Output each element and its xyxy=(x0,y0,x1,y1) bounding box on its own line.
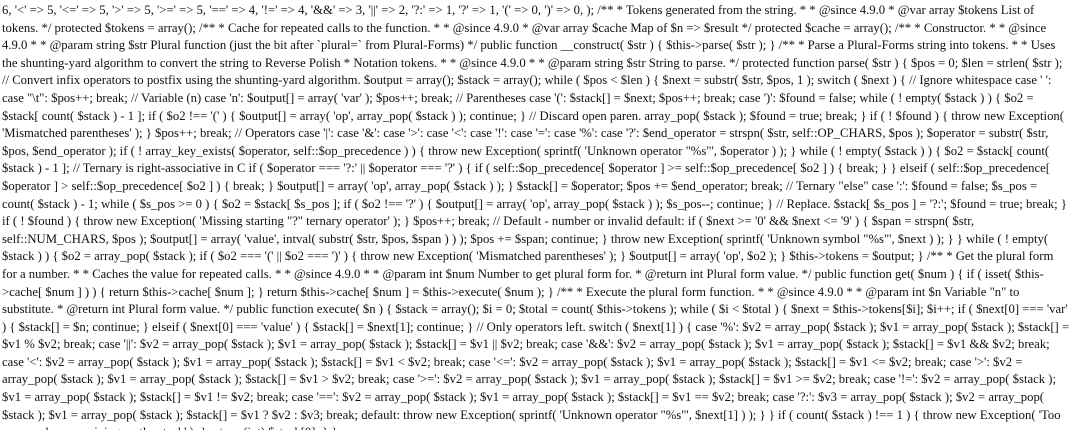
raw-source-text: 6, '<' => 5, '<=' => 5, '>' => 5, '>=' => 5, '==' => 4, '!=' => 4, '&&' => 3, '||' => 2, '?:' => 1, '?' => 1, '(' => 0, ')' => 0, ); /** * Tokens generated from the string. * * @since 4.9.0 * @var array $tokens List of tokens. */ protected $tokens = array(); /** * Cache for repeated calls to the function. * * @since 4.9.0 * @var array $cache Map of $n => $result */ protected $cache = array(); /** * Constructor. * * @since 4.9.0 * * @param string $str Plural function (just the bit after `plural=` from Plural-Forms) */ public function __construct( $str ) { $this->parse( $str ); } /** * Parse a Plural-Forms string into tokens. * * Uses the shunting-yard algorithm to convert the string to Reverse Polish * Notation tokens. * * @since 4.9.0 * * @param string $str String to parse. */ protected function parse( $str ) { $pos = 0; $len = strlen( $str ); // Convert infix operators to postfix using the shunting-yard algorithm. $output = array(); $stack = array(); while ( $pos < $len ) { $next = substr( $str, $pos, 1 ); switch ( $next ) { // Ignore whitespace case ' ': case "\t": $pos++; break; // Variable (n) case 'n': $output[] = array( 'var' ); $pos++; break; // Parentheses case '(': $stack[] = $next; $pos++; break; case ')': $found = false; while ( ! empty( $stack ) ) { $o2 = $stack[ count( $stack ) - 1 ]; if ( $o2 !== '(' ) { $output[] = array( 'op', array_pop( $stack ) ); continue; } // Discard open paren. array_pop( $stack ); $found = true; break; } if ( ! $found ) { throw new Exception( 'Mismatched parentheses' ); } $pos++; break; // Operators case '|': case '&': case '>': case '<': case '!': case '=': case '%': case '?': $end_operator = strspn( $str, self::OP_CHARS, $pos ); $operator = substr( $str, $pos, $end_operator ); if ( ! array_key_exists( $operator, self::$op_precedence ) ) { throw new Exception( sprintf( 'Unknown operator "%s"', $operator ) ); } while ( ! empty( $stack ) ) { $o2 = $stack[ count( $stack ) - 1 ]; // Ternary is right-associative in C if ( $operator === '?:' || $operator === '?' ) { if ( self::$op_precedence[ $operator ] >= self::$op_precedence[ $o2 ] ) { break; } } elseif ( self::$op_precedence[ $operator ] > self::$op_precedence[ $o2 ] ) { break; } $output[] = array( 'op', array_pop( $stack ) ); } $stack[] = $operator; $pos += $end_operator; break; // Ternary "else" case ':': $found = false; $s_pos = count( $stack ) - 1; while ( $s_pos >= 0 ) { $o2 = $stack[ $s_pos ]; if ( $o2 !== '?' ) { $output[] = array( 'op', array_pop( $stack ) ); $s_pos--; continue; } // Replace. $stack[ $s_pos ] = '?:'; $found = true; break; } if ( ! $found ) { throw new Exception( 'Missing starting "?" ternary operator' ); } $pos++; break; // Default - number or invalid default: if ( $next >= '0' && $next <= '9' ) { $span = strspn( $str, self::NUM_CHARS, $pos ); $output[] = array( 'value', intval( substr( $str, $pos, $span ) ) ); $pos += $span; continue; } throw new Exception( sprintf( 'Unknown symbol "%s"', $next ) ); } } while ( ! empty( $stack ) ) { $o2 = array_pop( $stack ); if ( $o2 === '(' || $o2 === ')' ) { throw new Exception( 'Mismatched parentheses' ); } $output[] = array( 'op', $o2 ); } $this->tokens = $output; } /** * Get the plural form for a number. * * Caches the value for repeated calls. * * @since 4.9.0 * * @param int $num Number to get plural form for. * @return int Plural form value. */ public function get( $num ) { if ( isset( $this->cache[ $num ] ) ) { return $this->cache[ $num ]; } return $this->cache[ $num ] = $this->execute( $num ); } /** * Execute the plural form function. * * @since 4.9.0 * * @param int $n Variable "n" to substitute. * @return int Plural form value. */ public function execute( $n ) { $stack = array(); $i = 0; $total = count( $this->tokens ); while ( $i < $total ) { $next = $this->tokens[$i]; $i++; if ( $next[0] === 'var' ) { $stack[] = $n; continue; } elseif ( $next[0] === 'value' ) { $stack[] = $next[1]; continue; } // Only operators left. switch ( $next[1] ) { case '%': $v2 = array_pop( $stack ); $v1 = array_pop( $stack ); $stack[] = $v1 % $v2; break; case '||': $v2 = array_pop( $stack ); $v1 = array_pop( $stack ); $stack[] = $v1 || $v2; break; case '&&': $v2 = array_pop( $stack ); $v1 = array_pop( $stack ); $stack[] = $v1 && $v2; break; case '<': $v2 = array_pop( $stack ); $v1 = array_pop( $stack ); $stack[] = $v1 < $v2; break; case '<=': $v2 = array_pop( $stack ); $v1 = array_pop( $stack ); $stack[] = $v1 <= $v2; break; case '>': $v2 = array_pop( $stack ); $v1 = array_pop( $stack ); $stack[] = $v1 > $v2; break; case '>=': $v2 = array_pop( $stack ); $v1 = array_pop( $stack ); $stack[] = $v1 >= $v2; break; case '!=': $v2 = array_pop( $stack ); $v1 = array_pop( $stack ); $stack[] = $v1 != $v2; break; case '==': $v2 = array_pop( $stack ); $v1 = array_pop( $stack ); $stack[] = $v1 == $v2; break; case '?:': $v3 = array_pop( $stack ); $v2 = array_pop( $stack ); $v1 = array_pop( $stack ); $stack[] = $v1 ? $v2 : $v3; break; default: throw new Exception( sprintf( 'Unknown operator "%s"', $next[1] ) ); } } if ( count( $stack ) !== 1 ) { throw new Exception( 'Too xyxy=(2,3,1070,422)
page-bottom-edge xyxy=(0,430,1080,446)
